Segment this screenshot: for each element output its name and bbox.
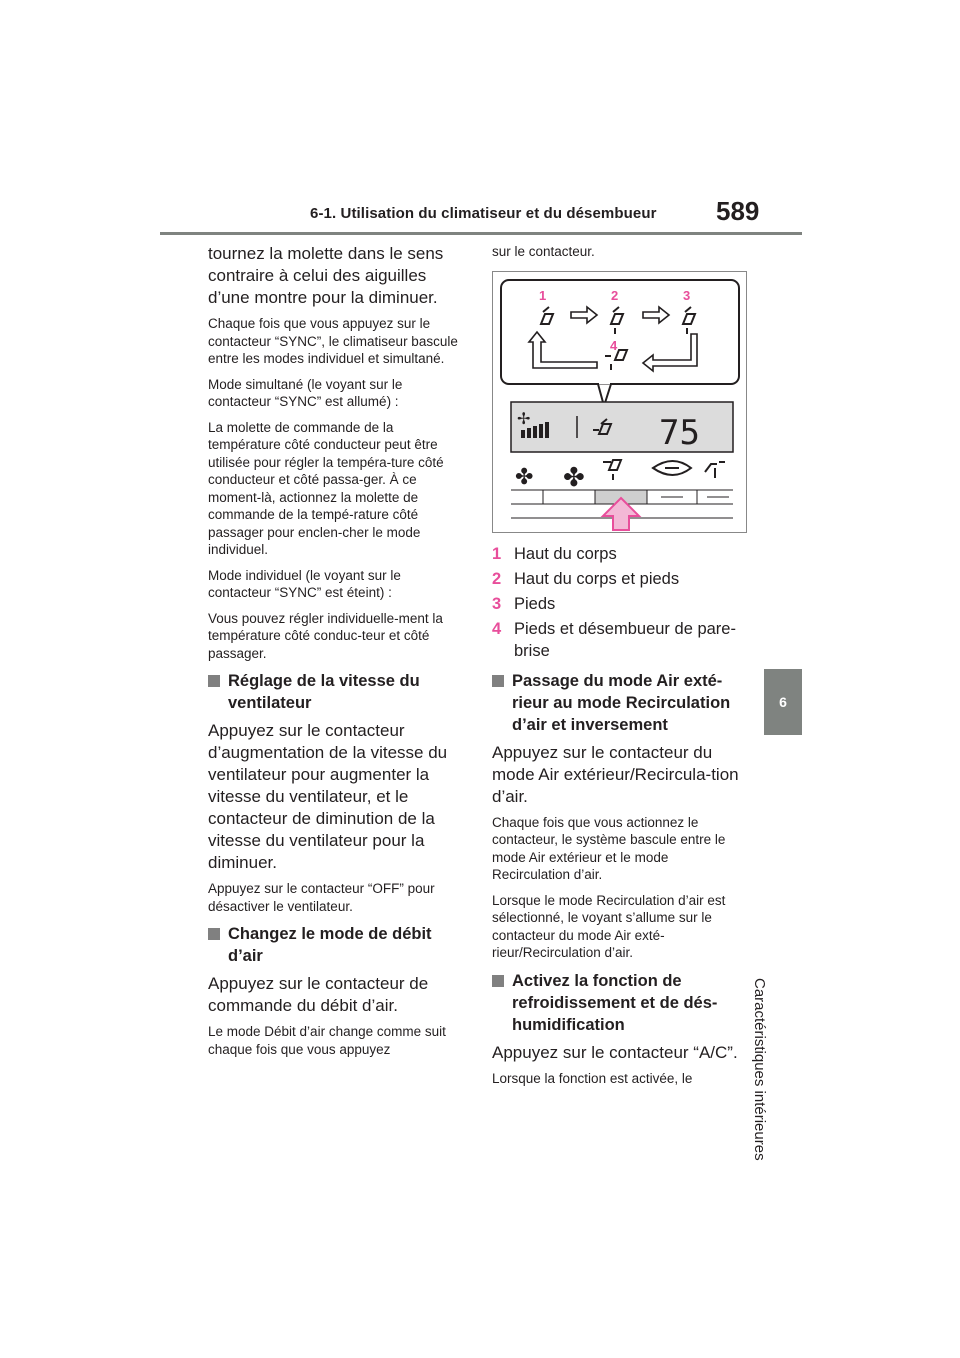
header-rule xyxy=(160,232,802,235)
arrow-return-icon xyxy=(643,334,697,371)
page-number: 589 xyxy=(716,196,760,226)
left-column xyxy=(208,243,464,1066)
square-bullet-icon xyxy=(208,928,220,940)
fan-high-icon: ✤ xyxy=(563,462,585,493)
mode-label-2: 2 xyxy=(611,287,619,303)
legend-item: 4 Pieds et désembueur de pare-brise xyxy=(492,619,736,660)
airflow-diagram xyxy=(493,272,746,532)
legend-item: 3 Pieds xyxy=(492,594,556,613)
temperature-readout: 75 xyxy=(659,412,700,453)
airflow-mode-icon xyxy=(603,460,621,480)
airflow-mode-figure xyxy=(492,271,747,533)
mode-label-4: 4 xyxy=(610,337,618,353)
paragraph: Lorsque la fonction est activée, le xyxy=(492,1070,693,1086)
chapter-tab: 6 xyxy=(764,669,802,735)
section-heading: Réglage de la vitesse du ventilateur xyxy=(208,670,464,714)
paragraph: sur le contacteur. xyxy=(492,244,595,259)
fan-low-icon: ✤ xyxy=(515,464,534,490)
arrow-right-icon xyxy=(571,307,597,323)
section-heading: Activez la fonction de refroidissement et de dés-humidification xyxy=(492,970,744,1036)
paragraph: tournez la molette dans le sens contraire à celui des aiguilles d’une montre pour la diminuer. xyxy=(208,244,444,307)
paragraph: Appuyez sur le contacteur du mode Air extérieur/Recircula-tion d’air. xyxy=(492,742,739,806)
section-heading: Changez le mode de débit d’air xyxy=(208,923,464,967)
paragraph: Mode simultané (le voyant sur le contacteur “SYNC” est allumé) : xyxy=(208,376,403,409)
chapter-title: Caractéristiques intérieures xyxy=(751,978,768,1161)
arrow-right-icon xyxy=(643,307,669,323)
defog-icon xyxy=(705,462,725,478)
mode-label-1: 1 xyxy=(539,287,547,303)
paragraph: Le mode Débit d’air change comme suit chaque fois que vous appuyez xyxy=(208,1024,446,1057)
square-bullet-icon xyxy=(208,675,220,687)
square-bullet-icon xyxy=(492,975,504,987)
legend-item: 1 Haut du corps xyxy=(492,544,617,563)
paragraph: Appuyez sur le contacteur de commande du débit d’air. xyxy=(208,974,429,1015)
section-heading: Passage du mode Air exté-rieur au mode Recirculation d’air et inversement xyxy=(492,670,744,736)
section-title: 6-1. Utilisation du climatiseur et du désembueur xyxy=(310,205,657,222)
recirculation-icon xyxy=(653,461,691,475)
square-bullet-icon xyxy=(492,675,504,687)
paragraph: Appuyez sur le contacteur “OFF” pour désactiver le ventilateur. xyxy=(208,881,435,914)
mode-label-3: 3 xyxy=(683,287,691,303)
paragraph: Vous pouvez régler individuelle-ment la température côté conduc-teur et côté passager. xyxy=(208,610,443,661)
right-column xyxy=(492,243,744,1095)
paragraph: Mode individuel (le voyant sur le contacteur “SYNC” est éteint) : xyxy=(208,567,401,600)
paragraph: Appuyez sur le contacteur d’augmentation de la vitesse du ventilateur pour augmenter la vitesse du ventilateur, et le contacteur de diminution de la vitesse du ventilateur pour la diminuer. xyxy=(208,721,448,872)
paragraph: Chaque fois que vous actionnez le contacteur, le système bascule entre le mode Air extérieur et le mode Recirculation d’air. xyxy=(492,814,726,882)
arrow-up-icon xyxy=(529,332,597,368)
svg-text:✢: ✢ xyxy=(517,408,531,428)
paragraph: Chaque fois que vous appuyez sur le contacteur “SYNC”, le climatiseur bascule entre les modes individuel et simultané. xyxy=(208,316,458,366)
paragraph: La molette de commande de la température côté conducteur peut être utilisée pour régler la tempéra-ture côté conducteur et côté passa-ger. À ce moment-là, actionnez la molette de commande de la tempé-rature côté passager pour enclen-cher le mode individuel. xyxy=(208,419,444,557)
paragraph: Lorsque le mode Recirculation d’air est sélectionné, le voyant s’allume sur le contacteur du mode Air exté-rieur/Recirculation d’air. xyxy=(492,892,726,960)
paragraph: Appuyez sur le contacteur “A/C”. xyxy=(492,1042,738,1062)
legend-item: 2 Haut du corps et pieds xyxy=(492,569,680,588)
